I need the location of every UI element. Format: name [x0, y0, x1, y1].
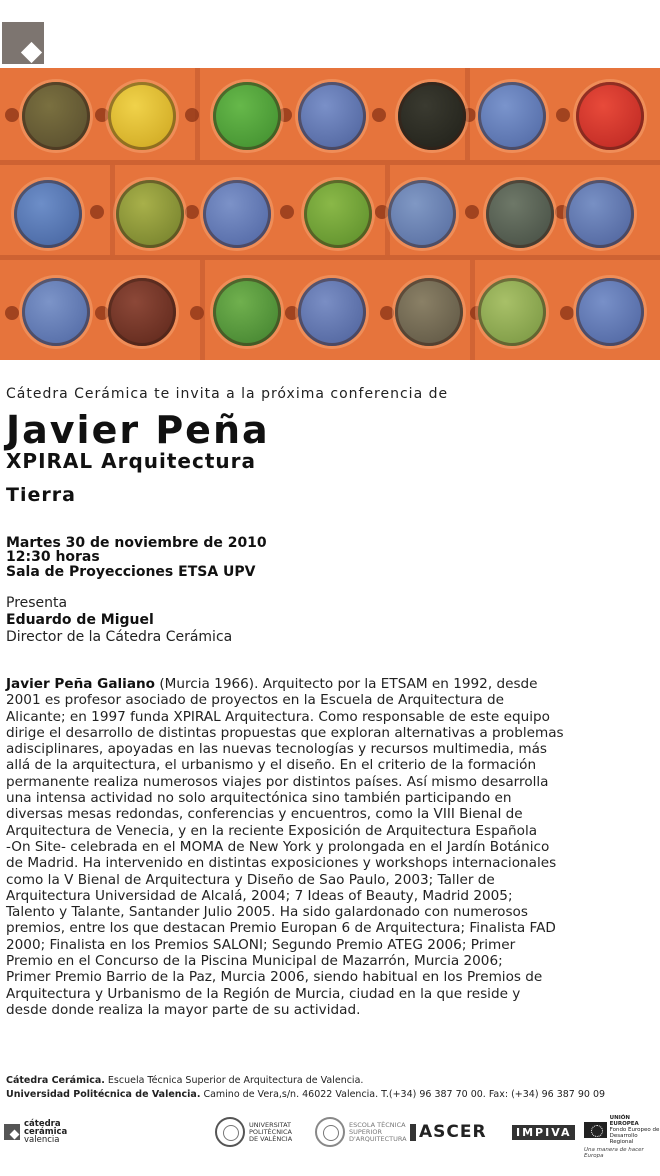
green-ceramic-disc — [213, 82, 281, 150]
footer-address-line-2 — [6, 1089, 605, 1100]
ascer-logo-text: ASCER — [410, 1124, 487, 1141]
etsa-logo-text: SUPERIOR — [349, 1127, 382, 1136]
blue-ceramic-disc — [566, 180, 634, 248]
brick-hole — [372, 108, 386, 122]
footer-university-name: Universidad Politécnica de Valencia. — [6, 1089, 201, 1100]
footer-school-name: Cátedra Cerámica. — [6, 1075, 105, 1086]
speaker-biography — [6, 676, 658, 1018]
bio-name: Javier Peña Galiano — [6, 676, 156, 692]
brick-hole — [190, 306, 204, 320]
bio-line: Talento y Talante, Santander Julio 2005. Ha sido galardonado con numerosos — [6, 904, 528, 921]
brick-hole — [5, 306, 19, 320]
green-ceramic-disc — [213, 278, 281, 346]
brick-hole — [280, 205, 294, 219]
footer-school-detail: Escuela Técnica Superior de Arquitectura de Valencia. — [104, 1075, 364, 1086]
brick-hole — [95, 108, 109, 122]
bio-line: 2001 es profesor asociado de proyectos en la Escuela de Arquitectura de — [6, 692, 505, 709]
ue-logo-text: UNIÓN EUROPEA — [609, 1115, 639, 1127]
bio-line: desde donde realiza la mayor parte de su actividad. — [6, 1001, 361, 1018]
bio-line: una intensa actividad no solo arquitectónica sino también participando en — [6, 790, 512, 807]
catedra-logo-word: valencia — [24, 1135, 60, 1145]
diamond-shape — [21, 42, 42, 63]
blue-ceramic-disc — [14, 180, 82, 248]
upv-logo-text: DE VALÈNCIA — [249, 1134, 293, 1143]
bio-line: adisciplinares, apoyadas en las nuevas tecnologías y recursos multimedia, más — [6, 741, 547, 758]
ue-logo — [584, 1115, 660, 1159]
lecture-topic: Tierra — [6, 484, 76, 506]
catedra-logo-word: cerámica — [24, 1127, 68, 1137]
yellow-ceramic-disc — [108, 82, 176, 150]
red-ceramic-disc — [576, 82, 644, 150]
bio-line — [6, 676, 658, 692]
event-time: 12:30 horas — [6, 549, 100, 565]
footer-contact-detail: Camino de Vera,s/n. 46022 Valencia. T.(+34) 96 387 70 00. Fax: (+34) 96 387 90 09 — [200, 1089, 606, 1100]
bio-line: como la V Bienal de Arquitectura y Diseño de Sao Paulo, 2003; Taller de — [6, 871, 495, 888]
eu-flag-icon — [584, 1122, 607, 1138]
blue-ceramic-disc — [388, 180, 456, 248]
ue-logo-text: Fondo Europeo de — [609, 1127, 660, 1133]
dark-ceramic-disc — [398, 82, 466, 150]
bio-line: Arquitectura y Urbanismo de la Región de Murcia, ciudad en la que reside y — [6, 985, 521, 1002]
bio-line: de Madrid. Ha intervenido en distintas exposiciones y workshops internacionales — [6, 855, 557, 872]
olive-ceramic-disc — [22, 82, 90, 150]
upv-logo-text: POLITÈCNICA — [249, 1127, 292, 1136]
bio-line: Primer Premio Barrio de la Paz, Murcia 2006, siendo habitual en los Premios de — [6, 969, 543, 986]
brick-hole — [90, 205, 104, 219]
bio-line: -On Site- celebrada en el MOMA de New York y prolongada en el Jardín Botánico — [6, 838, 550, 855]
speaker-firm: XPIRAL Arquitectura — [6, 449, 256, 473]
brick-hole — [285, 306, 299, 320]
bio-line: permanente realiza numerosos viajes por distintos países. Así mismo desarrolla — [6, 773, 549, 790]
bio-line: Premio en el Concurso de la Piscina Municipal de Mazarrón, Murcia 2006; — [6, 953, 503, 970]
blue-ceramic-disc — [298, 278, 366, 346]
event-venue: Sala de Proyecciones ETSA UPV — [6, 564, 256, 580]
etsa-logo-text: ESCOLA TÈCNICA — [349, 1120, 406, 1129]
catedra-logo-word: cátedra — [24, 1119, 61, 1129]
mortar-joint — [110, 165, 115, 255]
ue-tagline: Una manera de hacer Europa — [584, 1147, 644, 1159]
brick-hole — [95, 306, 109, 320]
taupe-ceramic-disc — [395, 278, 463, 346]
blue-ceramic-disc — [203, 180, 271, 248]
ue-logo-text: Desarrollo Regional — [609, 1133, 638, 1145]
etsa-logo-text: D'ARQUITECTURA — [349, 1134, 407, 1143]
brick-hole — [380, 306, 394, 320]
bio-line: allá de la arquitectura, el urbanismo y el diseño. En el criterio de la formación — [6, 757, 537, 774]
bio-line: Arquitectura Universidad de Alcalá, 2004; 7 Ideas of Beauty, Madrid 2005; — [6, 887, 513, 904]
presenter-label: Presenta — [6, 595, 68, 611]
bio-line: Arquitectura de Venecia, y en la reciente Exposición de Arquitectura Española — [6, 822, 538, 839]
etsa-seal-icon — [315, 1117, 345, 1147]
upv-seal-icon — [215, 1117, 245, 1147]
mortar-line — [0, 160, 660, 165]
bio-line: 2000; Finalista en los Premios SALONI; Segundo Premio ATEG 2006; Primer — [6, 936, 516, 953]
gray-ceramic-disc — [486, 180, 554, 248]
speaker-name: Javier Peña — [6, 408, 270, 452]
mortar-line — [0, 255, 660, 260]
catedra-ceramica-logo — [4, 1115, 67, 1149]
bio-line: diversas mesas redondas, conferencias y encuentros, como la VIII Bienal de — [6, 806, 523, 823]
upv-logo — [215, 1115, 292, 1149]
event-date: Martes 30 de noviembre de 2010 — [6, 535, 267, 551]
brick-hole — [185, 108, 199, 122]
impiva-logo — [512, 1115, 575, 1149]
presenter-role: Director de la Cátedra Cerámica — [6, 629, 233, 645]
blue-ceramic-disc — [22, 278, 90, 346]
brick-hole — [560, 306, 574, 320]
blue-ceramic-disc — [576, 278, 644, 346]
upv-logo-text: UNIVERSITAT — [249, 1120, 292, 1129]
lime-ceramic-disc — [478, 278, 546, 346]
catedra-logo-icon — [4, 1124, 20, 1140]
ascer-logo — [410, 1115, 487, 1149]
brown-ceramic-disc — [108, 278, 176, 346]
bio-line: dirige el desarrollo de distintas propuestas que exploran alternativas a problemas — [6, 724, 564, 741]
brick-hole — [465, 205, 479, 219]
impiva-logo-text: IMPIVA — [512, 1125, 575, 1140]
bio-line: Alicante; en 1997 funda XPIRAL Arquitectura. Como responsable de este equipo — [6, 708, 550, 725]
green-ceramic-disc — [304, 180, 372, 248]
footer-address-line-1 — [6, 1075, 363, 1086]
bio-text: (Murcia 1966). Arquitecto por la ETSAM en 1992, desde — [155, 676, 538, 692]
brick-hole — [5, 108, 19, 122]
ceramic-wall-photo — [0, 68, 660, 360]
diamond-square-logo-icon — [2, 22, 44, 64]
brick-hole — [375, 205, 389, 219]
blue-ceramic-disc — [298, 82, 366, 150]
etsa-logo — [315, 1115, 407, 1149]
presenter-name: Eduardo de Miguel — [6, 612, 154, 628]
bio-line: premios, entre los que destacan Premio Europan 6 de Arquitectura; Finalista FAD — [6, 920, 556, 937]
invitation-intro: Cátedra Cerámica te invita a la próxima conferencia de — [6, 386, 449, 402]
lime-ceramic-disc — [116, 180, 184, 248]
blue-ceramic-disc — [478, 82, 546, 150]
brick-hole — [185, 205, 199, 219]
brick-hole — [556, 108, 570, 122]
